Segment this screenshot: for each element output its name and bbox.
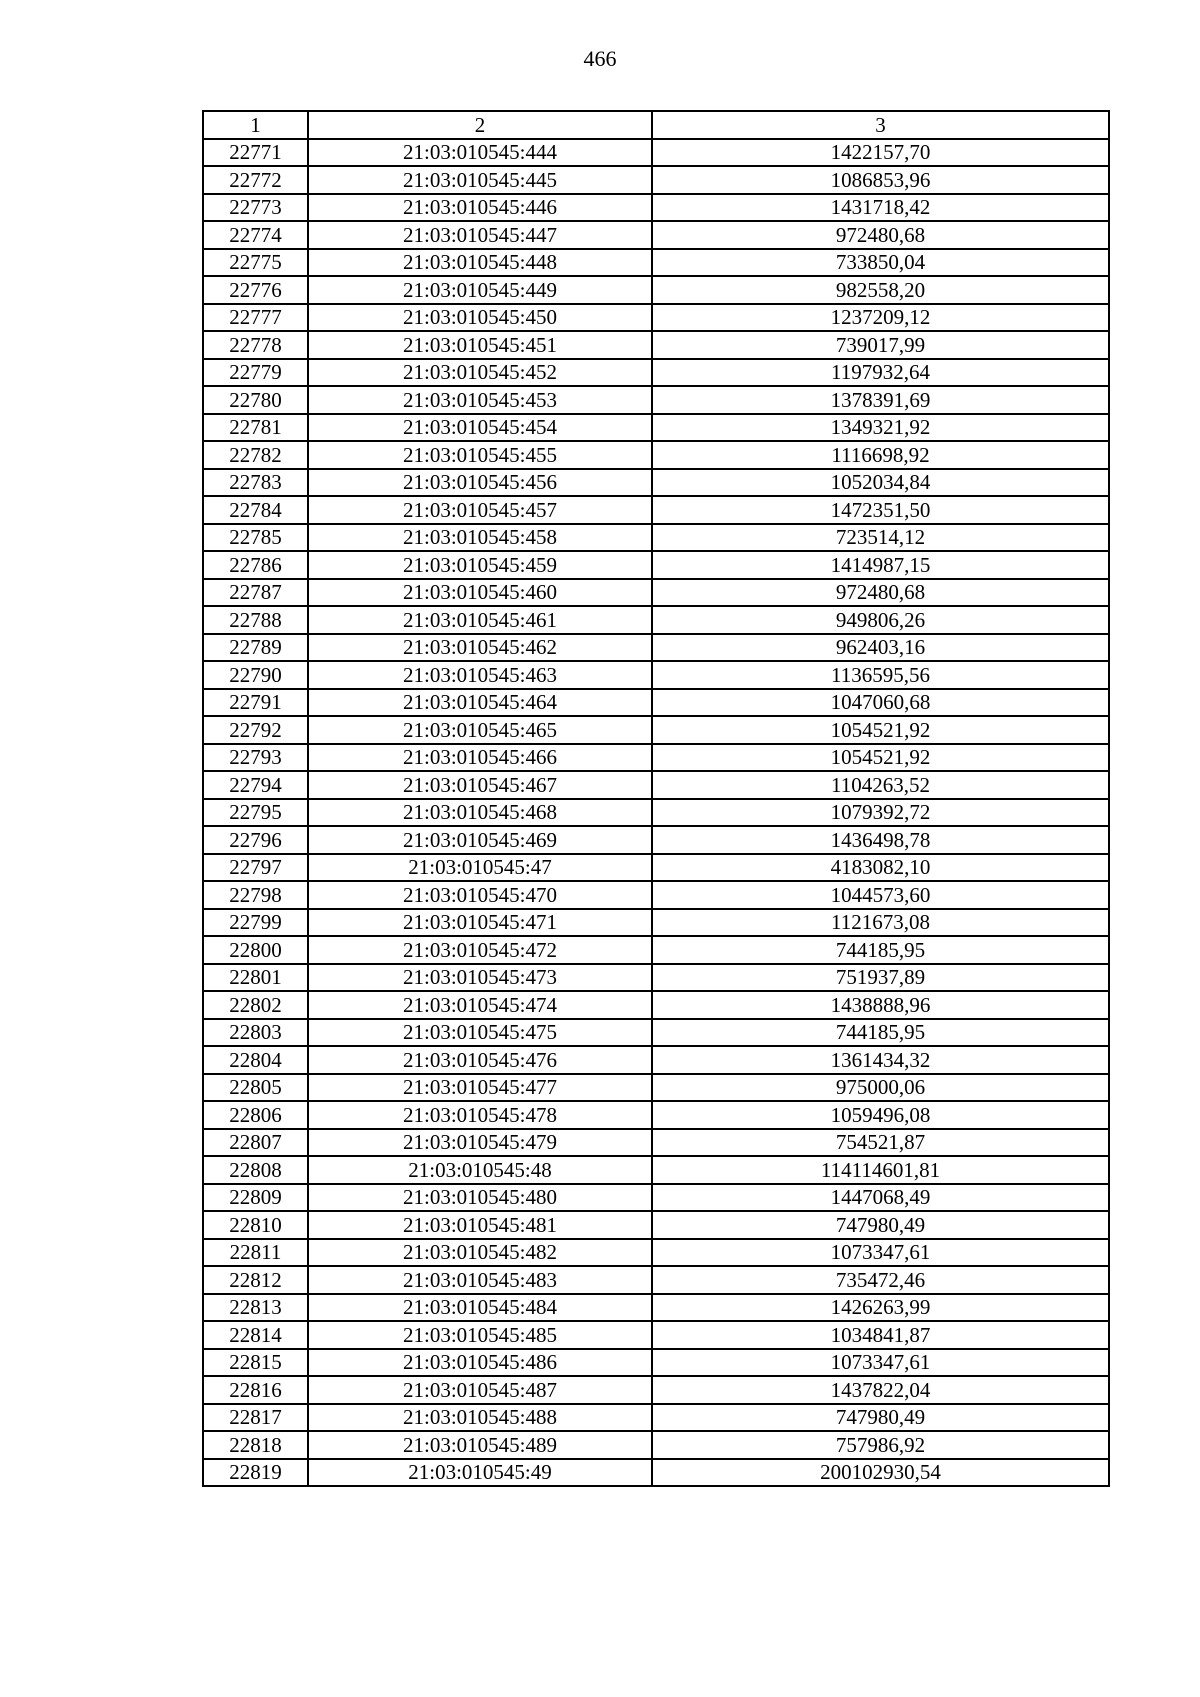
table-row (203, 1239, 1109, 1267)
cadastral-number-cell: 21:03:010545:458 (308, 524, 652, 552)
row-number-cell: 22818 (203, 1431, 308, 1459)
table-row (203, 1266, 1109, 1294)
table-row (203, 1156, 1109, 1184)
cadastral-number-cell: 21:03:010545:469 (308, 826, 652, 854)
cadastral-value-cell: 1104263,52 (652, 771, 1109, 799)
table-row (203, 909, 1109, 937)
cadastral-number-cell: 21:03:010545:461 (308, 606, 652, 634)
table-row (203, 331, 1109, 359)
cadastral-number-cell: 21:03:010545:471 (308, 909, 652, 937)
row-number-cell: 22811 (203, 1239, 308, 1267)
cadastral-number-cell: 21:03:010545:460 (308, 579, 652, 607)
row-number-cell: 22776 (203, 276, 308, 304)
cadastral-value-cell: 1121673,08 (652, 909, 1109, 937)
cadastral-value-cell: 1044573,60 (652, 881, 1109, 909)
table-row (203, 1211, 1109, 1239)
table-row (203, 1376, 1109, 1404)
cadastral-number-cell: 21:03:010545:444 (308, 139, 652, 167)
table-row (203, 716, 1109, 744)
table-row (203, 1404, 1109, 1432)
table-row (203, 249, 1109, 277)
cadastral-value-cell: 200102930,54 (652, 1459, 1109, 1487)
row-number-cell: 22796 (203, 826, 308, 854)
cadastral-number-cell: 21:03:010545:462 (308, 634, 652, 662)
cadastral-number-cell: 21:03:010545:466 (308, 744, 652, 772)
cadastral-value-cell: 723514,12 (652, 524, 1109, 552)
table-row (203, 1431, 1109, 1459)
cadastral-value-cell: 739017,99 (652, 331, 1109, 359)
table-header (203, 111, 1109, 139)
cadastral-number-cell: 21:03:010545:449 (308, 276, 652, 304)
cadastral-value-cell: 1237209,12 (652, 304, 1109, 332)
row-number-cell: 22783 (203, 469, 308, 497)
row-number-cell: 22807 (203, 1129, 308, 1157)
row-number-cell: 22805 (203, 1074, 308, 1102)
row-number-cell: 22773 (203, 194, 308, 222)
cadastral-number-cell: 21:03:010545:476 (308, 1046, 652, 1074)
cadastral-number-cell: 21:03:010545:481 (308, 1211, 652, 1239)
table-row (203, 799, 1109, 827)
cadastral-number-cell: 21:03:010545:470 (308, 881, 652, 909)
table-row (203, 359, 1109, 387)
cadastral-number-cell: 21:03:010545:456 (308, 469, 652, 497)
cadastral-value-cell: 4183082,10 (652, 854, 1109, 882)
cadastral-value-cell: 757986,92 (652, 1431, 1109, 1459)
cadastral-number-cell: 21:03:010545:486 (308, 1349, 652, 1377)
cadastral-value-cell: 1047060,68 (652, 689, 1109, 717)
cadastral-value-cell: 747980,49 (652, 1211, 1109, 1239)
column-header-2: 2 (308, 111, 652, 139)
table-row (203, 1349, 1109, 1377)
row-number-cell: 22781 (203, 414, 308, 442)
cadastral-number-cell: 21:03:010545:451 (308, 331, 652, 359)
cadastral-value-cell: 1073347,61 (652, 1239, 1109, 1267)
table-row (203, 469, 1109, 497)
row-number-cell: 22790 (203, 661, 308, 689)
row-number-cell: 22810 (203, 1211, 308, 1239)
cadastral-value-cell: 1422157,70 (652, 139, 1109, 167)
row-number-cell: 22791 (203, 689, 308, 717)
table-row (203, 1129, 1109, 1157)
cadastral-number-cell: 21:03:010545:488 (308, 1404, 652, 1432)
row-number-cell: 22775 (203, 249, 308, 277)
row-number-cell: 22809 (203, 1184, 308, 1212)
table-row (203, 1046, 1109, 1074)
table-row (203, 606, 1109, 634)
row-number-cell: 22771 (203, 139, 308, 167)
cadastral-value-cell: 1361434,32 (652, 1046, 1109, 1074)
table-row (203, 854, 1109, 882)
cadastral-number-cell: 21:03:010545:464 (308, 689, 652, 717)
cadastral-number-cell: 21:03:010545:455 (308, 441, 652, 469)
cadastral-value-cell: 744185,95 (652, 936, 1109, 964)
cadastral-value-cell: 1054521,92 (652, 744, 1109, 772)
row-number-cell: 22786 (203, 551, 308, 579)
row-number-cell: 22819 (203, 1459, 308, 1487)
cadastral-number-cell: 21:03:010545:467 (308, 771, 652, 799)
table-row (203, 1019, 1109, 1047)
cadastral-value-cell: 1059496,08 (652, 1101, 1109, 1129)
table-row (203, 936, 1109, 964)
cadastral-number-cell: 21:03:010545:487 (308, 1376, 652, 1404)
cadastral-value-cell: 1426263,99 (652, 1294, 1109, 1322)
row-number-cell: 22808 (203, 1156, 308, 1184)
table-row (203, 276, 1109, 304)
cadastral-value-cell: 972480,68 (652, 221, 1109, 249)
row-number-cell: 22812 (203, 1266, 308, 1294)
cadastral-value-cell: 975000,06 (652, 1074, 1109, 1102)
cadastral-value-cell: 1052034,84 (652, 469, 1109, 497)
cadastral-value-cell: 949806,26 (652, 606, 1109, 634)
row-number-cell: 22792 (203, 716, 308, 744)
table-row (203, 194, 1109, 222)
cadastral-value-cell: 1447068,49 (652, 1184, 1109, 1212)
table-row (203, 551, 1109, 579)
cadastral-number-cell: 21:03:010545:473 (308, 964, 652, 992)
cadastral-number-cell: 21:03:010545:453 (308, 386, 652, 414)
cadastral-number-cell: 21:03:010545:480 (308, 1184, 652, 1212)
cadastral-value-cell: 751937,89 (652, 964, 1109, 992)
table-row (203, 139, 1109, 167)
row-number-cell: 22798 (203, 881, 308, 909)
cadastral-value-cell: 1136595,56 (652, 661, 1109, 689)
cadastral-number-cell: 21:03:010545:448 (308, 249, 652, 277)
cadastral-number-cell: 21:03:010545:450 (308, 304, 652, 332)
table-row (203, 386, 1109, 414)
row-number-cell: 22801 (203, 964, 308, 992)
table-row (203, 689, 1109, 717)
table-row (203, 744, 1109, 772)
cadastral-number-cell: 21:03:010545:452 (308, 359, 652, 387)
cadastral-value-table (202, 110, 1110, 1487)
table-row (203, 826, 1109, 854)
row-number-cell: 22802 (203, 991, 308, 1019)
row-number-cell: 22804 (203, 1046, 308, 1074)
table-body (203, 139, 1109, 1487)
table-row (203, 441, 1109, 469)
cadastral-value-cell: 982558,20 (652, 276, 1109, 304)
table-row (203, 221, 1109, 249)
cadastral-number-cell: 21:03:010545:475 (308, 1019, 652, 1047)
cadastral-number-cell: 21:03:010545:489 (308, 1431, 652, 1459)
row-number-cell: 22815 (203, 1349, 308, 1377)
row-number-cell: 22814 (203, 1321, 308, 1349)
cadastral-value-cell: 972480,68 (652, 579, 1109, 607)
row-number-cell: 22787 (203, 579, 308, 607)
column-header-3: 3 (652, 111, 1109, 139)
cadastral-number-cell: 21:03:010545:454 (308, 414, 652, 442)
row-number-cell: 22816 (203, 1376, 308, 1404)
table-row (203, 661, 1109, 689)
header-row (203, 111, 1109, 139)
cadastral-number-cell: 21:03:010545:472 (308, 936, 652, 964)
cadastral-value-cell: 1438888,96 (652, 991, 1109, 1019)
row-number-cell: 22800 (203, 936, 308, 964)
cadastral-value-cell: 962403,16 (652, 634, 1109, 662)
table-row (203, 991, 1109, 1019)
row-number-cell: 22797 (203, 854, 308, 882)
cadastral-number-cell: 21:03:010545:446 (308, 194, 652, 222)
cadastral-value-cell: 735472,46 (652, 1266, 1109, 1294)
row-number-cell: 22817 (203, 1404, 308, 1432)
cadastral-value-cell: 1437822,04 (652, 1376, 1109, 1404)
cadastral-value-cell: 1431718,42 (652, 194, 1109, 222)
cadastral-value-cell: 1086853,96 (652, 166, 1109, 194)
table-row (203, 304, 1109, 332)
row-number-cell: 22780 (203, 386, 308, 414)
table-row (203, 166, 1109, 194)
cadastral-value-cell: 1073347,61 (652, 1349, 1109, 1377)
cadastral-number-cell: 21:03:010545:483 (308, 1266, 652, 1294)
cadastral-number-cell: 21:03:010545:445 (308, 166, 652, 194)
cadastral-value-cell: 1436498,78 (652, 826, 1109, 854)
row-number-cell: 22794 (203, 771, 308, 799)
table-row (203, 881, 1109, 909)
cadastral-number-cell: 21:03:010545:479 (308, 1129, 652, 1157)
cadastral-number-cell: 21:03:010545:474 (308, 991, 652, 1019)
cadastral-number-cell: 21:03:010545:482 (308, 1239, 652, 1267)
row-number-cell: 22785 (203, 524, 308, 552)
cadastral-number-cell: 21:03:010545:47 (308, 854, 652, 882)
cadastral-number-cell: 21:03:010545:447 (308, 221, 652, 249)
table-row (203, 1294, 1109, 1322)
row-number-cell: 22813 (203, 1294, 308, 1322)
row-number-cell: 22799 (203, 909, 308, 937)
row-number-cell: 22803 (203, 1019, 308, 1047)
cadastral-value-cell: 1472351,50 (652, 496, 1109, 524)
row-number-cell: 22806 (203, 1101, 308, 1129)
cadastral-number-cell: 21:03:010545:48 (308, 1156, 652, 1184)
cadastral-value-cell: 1034841,87 (652, 1321, 1109, 1349)
cadastral-number-cell: 21:03:010545:485 (308, 1321, 652, 1349)
cadastral-value-cell: 1079392,72 (652, 799, 1109, 827)
table-row (203, 771, 1109, 799)
cadastral-value-cell: 1349321,92 (652, 414, 1109, 442)
table-row (203, 1074, 1109, 1102)
row-number-cell: 22779 (203, 359, 308, 387)
cadastral-value-cell: 1116698,92 (652, 441, 1109, 469)
row-number-cell: 22778 (203, 331, 308, 359)
cadastral-value-cell: 733850,04 (652, 249, 1109, 277)
row-number-cell: 22772 (203, 166, 308, 194)
cadastral-number-cell: 21:03:010545:463 (308, 661, 652, 689)
cadastral-value-cell: 747980,49 (652, 1404, 1109, 1432)
cadastral-number-cell: 21:03:010545:465 (308, 716, 652, 744)
column-header-1: 1 (203, 111, 308, 139)
cadastral-number-cell: 21:03:010545:478 (308, 1101, 652, 1129)
table-row (203, 496, 1109, 524)
row-number-cell: 22795 (203, 799, 308, 827)
table-row (203, 1184, 1109, 1212)
cadastral-number-cell: 21:03:010545:457 (308, 496, 652, 524)
cadastral-value-cell: 1197932,64 (652, 359, 1109, 387)
cadastral-value-cell: 114114601,81 (652, 1156, 1109, 1184)
cadastral-value-cell: 1054521,92 (652, 716, 1109, 744)
row-number-cell: 22774 (203, 221, 308, 249)
cadastral-value-cell: 1414987,15 (652, 551, 1109, 579)
table-row (203, 414, 1109, 442)
row-number-cell: 22793 (203, 744, 308, 772)
cadastral-value-cell: 754521,87 (652, 1129, 1109, 1157)
table-row (203, 1459, 1109, 1487)
row-number-cell: 22784 (203, 496, 308, 524)
cadastral-number-cell: 21:03:010545:468 (308, 799, 652, 827)
table-row (203, 524, 1109, 552)
row-number-cell: 22777 (203, 304, 308, 332)
cadastral-number-cell: 21:03:010545:459 (308, 551, 652, 579)
cadastral-value-cell: 1378391,69 (652, 386, 1109, 414)
row-number-cell: 22788 (203, 606, 308, 634)
cadastral-number-cell: 21:03:010545:49 (308, 1459, 652, 1487)
table-row (203, 634, 1109, 662)
table-row (203, 964, 1109, 992)
table-row (203, 1101, 1109, 1129)
cadastral-number-cell: 21:03:010545:477 (308, 1074, 652, 1102)
cadastral-number-cell: 21:03:010545:484 (308, 1294, 652, 1322)
row-number-cell: 22782 (203, 441, 308, 469)
table-row (203, 1321, 1109, 1349)
page-number: 466 (583, 46, 617, 71)
row-number-cell: 22789 (203, 634, 308, 662)
cadastral-value-cell: 744185,95 (652, 1019, 1109, 1047)
table-row (203, 579, 1109, 607)
